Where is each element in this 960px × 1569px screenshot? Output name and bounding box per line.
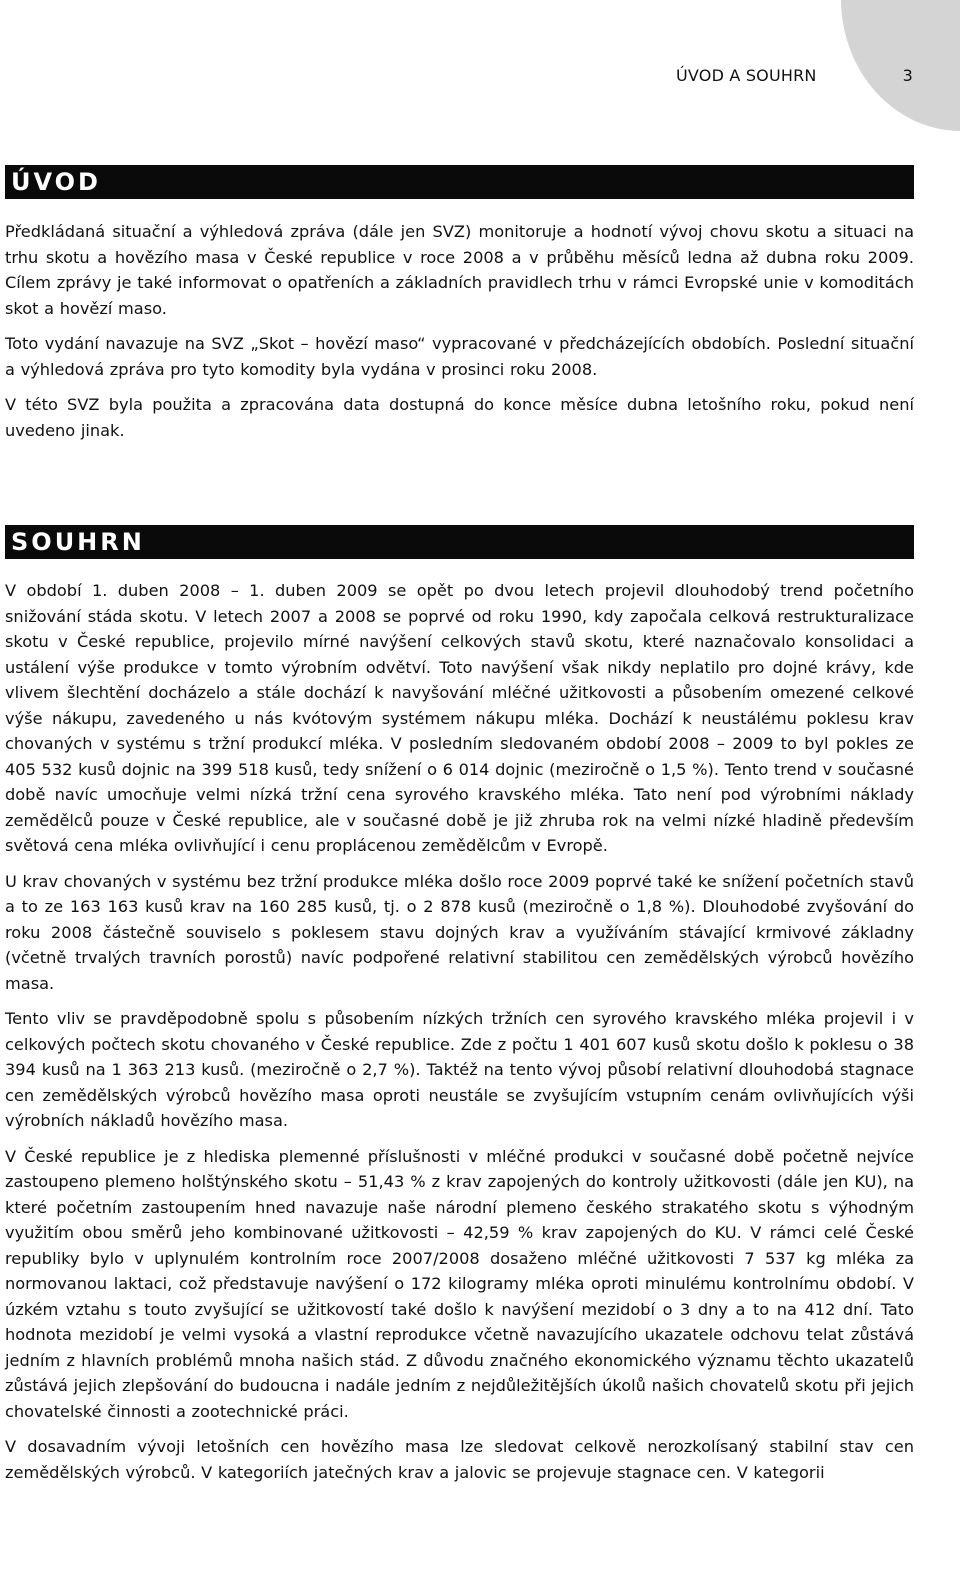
souhrn-paragraph-4: V České republice je z hlediska plemenné příslušnosti v mléčné produkci v současné době početně nejvíce zastoupeno plemeno holštýnského skotu – 51,43 % z krav zapojených do kontroly užitkovosti (dále jen KU), na které početním zastoupením hned navazuje naše národní plemeno českého strakatého skotu s výhodným využitím obou směrů jeho kombinované užitkovosti – 42,59 % krav zapojených do KU. V rámci celé České republiky bylo v uplynulém kontrolním roce 2007/2008 dosaženo mléčné užitkovosti 7 537 kg mléka za normovanou laktaci, což představuje navýšení o 172 kilogramy mléka oproti minulému kontrolnímu období. V úzkém vztahu s touto zvyšující se užitkovostí také došlo k navýšení mezidobí o 3 dny a to na 412 dní. Tato hodnota mezidobí je velmi vysoká a vlastní reprodukce včetně navazujícího ukazatele odchovu telat zůstává jedním z hlavních problémů mnoha našich stád. Z důvodu značného ekonomického významu těchto ukazatelů zůstává jejich zlepšování do budoucna i nadále jedním z nejdůležitějších úkolů našich chovatelů skotu při jejich chovatelské činnosti a zootechnické práci. (5, 1146, 914, 1421)
running-header (0, 66, 913, 85)
section-heading-souhrn: SOUHRN (5, 525, 914, 559)
uvod-paragraph-1: Předkládaná situační a výhledová zpráva (dále jen SVZ) monitoruje a hodnotí vývoj chovu skotu a situaci na trhu skotu a hovězího masa v České republice v roce 2008 a v průběhu měsíců ledna až dubna roku 2009. Cílem zprávy je také informovat o opatřeních a základních pravidlech trhu v rámci Evropské unie v komoditách skot a hovězí maso. (5, 222, 914, 318)
section-heading-uvod: ÚVOD (5, 165, 914, 199)
souhrn-section-body (5, 578, 914, 1485)
souhrn-paragraph-3: Tento vliv se pravděpodobně spolu s působením nízkých tržních cen syrového kravského mléka projevil i v celkových počtech skotu chovaného v České republice. Zde z počtu 1 401 607 kusů skotu došlo k poklesu o 38 394 kusů na 1 363 213 kusů. (meziročně o 2,7 %). Taktéž na tento vývoj působí relativní dlouhodobá stagnace cen zemědělských výrobců hovězího masa oproti neustále se zvyšujícím vstupním cenám ovlivňujících výši výrobních nákladů hovězího masa. (5, 1009, 914, 1130)
souhrn-paragraph-2: U krav chovaných v systému bez tržní produkce mléka došlo roce 2009 poprvé také ke snížení početních stavů a to ze 163 163 kusů krav na 160 285 kusů, tj. o 2 878 kusů (meziročně o 1,8 %). Dlouhodobé zvyšování do roku 2008 částečně souviselo s poklesem stavu dojných krav a využíváním stávající krmivové základny (včetně trvalých travních porostů) navíc podpořené relativní stabilitou cen zemědělských výrobců hovězího masa. (5, 871, 914, 993)
uvod-paragraph-3: V této SVZ byla použita a zpracována data dostupná do konce měsíce dubna letošního roku, pokud není uvedeno jinak. (5, 395, 914, 440)
running-title: ÚVOD A SOUHRN (676, 66, 817, 85)
uvod-paragraph-2: Toto vydání navazuje na SVZ „Skot – hovězí maso“ vypracované v předcházejících obdobích. Poslední situační a výhledová zpráva pro tyto komodity byla vydána v prosinci roku 2008. (5, 334, 914, 379)
uvod-section-body (5, 219, 914, 443)
souhrn-paragraph-5: V dosavadním vývoji letošních cen hovězího masa lze sledovat celkově nerozkolísaný stabilní stav cen zemědělských výrobců. V kategoriích jatečných krav a jalovic se projevuje stagnace cen. V kategorii (5, 1437, 914, 1482)
souhrn-paragraph-1: V období 1. duben 2008 – 1. duben 2009 se opět po dvou letech projevil dlouhodobý trend početního snižování stáda skotu. V letech 2007 a 2008 se poprvé od roku 1990, kdy započala celková restrukturalizace skotu v České republice, projevilo mírné navýšení celkových stavů skotu, které naznačovalo konsolidaci a ustálení výše produkce v tomto výrobním odvětví. Toto navýšení však nikdy neplatilo pro dojné krávy, kde vlivem šlechtění docházelo a stále dochází k navyšování mléčné užitkovosti a působením omezené celkové výše nákupu, zavedeného u nás kvótovým systémem nákupu mléka. Dochází k neustálému poklesu krav chovaných v systému s tržní produkcí mléka. V posledním sledovaném období 2008 – 2009 to byl pokles ze 405 532 kusů dojnic na 399 518 kusů, tedy snížení o 6 014 dojnic (meziročně o 1,5 %). Tento trend v současné době navíc umocňuje velmi nízká tržní cena syrového kravského mléka. Tato není pod výrobními náklady zemědělců pouze v České republice, ale v současné době je již zhruba rok na velmi nízké hladině především světová cena mléka ovlivňující i cenu proplácenou zemědělcům v Evropě. (5, 581, 914, 855)
page-number: 3 (902, 66, 913, 85)
